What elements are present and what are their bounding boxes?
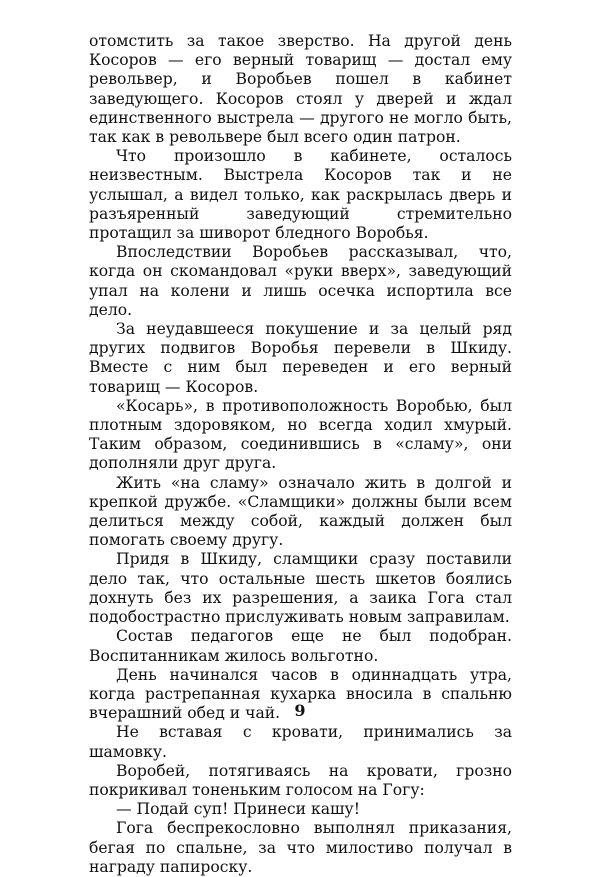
paragraph-3: Впоследствии Воробьев рассказывал, что, когда он скомандовал «руки вверх», заведующий упал на колени и лишь осечка испортила все дело. — [89, 243, 512, 319]
paragraph-5: «Косарь», в противоположность Воробью, был плотным здоровяком, но всегда ходил хмурый. Таким образом, соединившись в «сламу», они дополняли друг друга. — [89, 396, 512, 473]
paragraph-2: Что произошло в кабинете, осталось неизвестным. Выстрела Косоров так и не услышал, а видел только, как раскрылась дверь и разъяренный заведующий стремительно протащил за шиворот бледного Воробья. — [89, 147, 512, 243]
body-text — [89, 32, 512, 877]
paragraph-10: Не вставая с кровати, принимались за шамовку. — [89, 723, 512, 761]
paragraph-4: За неудавшееся покушение и за целый ряд других подвигов Воробья перевели в Шкиду. Вместе с ним был переведен и его верный товарищ — Косоров. — [89, 320, 512, 396]
paragraph-6: Жить «на сламу» означало жить в долгой и крепкой дружбе. «Сламщики» должны были всем делиться между собой, каждый должен был помогать своему другу. — [89, 473, 512, 550]
paragraph-13: Гога беспрекословно выполнял приказания, бегая по спальне, за что милостиво получал в награду папироску. — [89, 819, 512, 876]
paragraph-9: День начинался часов в одиннадцать утра, когда растрепанная кухарка вносила в спальню вчерашний обед и чай. — [89, 665, 512, 723]
paragraph-7: Придя в Шкиду, сламщики сразу поставили дело так, что остальные шесть шкетов боялись дохнуть без их разрешения, а заика Гога стал подобострастно прислуживать новым заправилам. — [89, 550, 512, 627]
paragraph-12: — Подай суп! Принеси кашу! — [116, 800, 360, 819]
paragraph-11: Воробей, потягиваясь на кровати, грозно покрикивал тоненьким голосом на Гогу: — [89, 761, 512, 799]
page-number: 9 — [294, 701, 306, 720]
paragraph-1: отомстить за такое зверство. На другой день Косоров — его верный товарищ — достал ему револьвер, и Воробьев пошел в кабинет заведующего. Косоров стоял у дверей и ждал единственного выстрела — другого не могло быть, так как в револьвере был всего один патрон. — [89, 32, 512, 147]
paragraph-8: Состав педагогов еще не был подобран. Воспитанникам жилось вольготно. — [89, 627, 512, 665]
